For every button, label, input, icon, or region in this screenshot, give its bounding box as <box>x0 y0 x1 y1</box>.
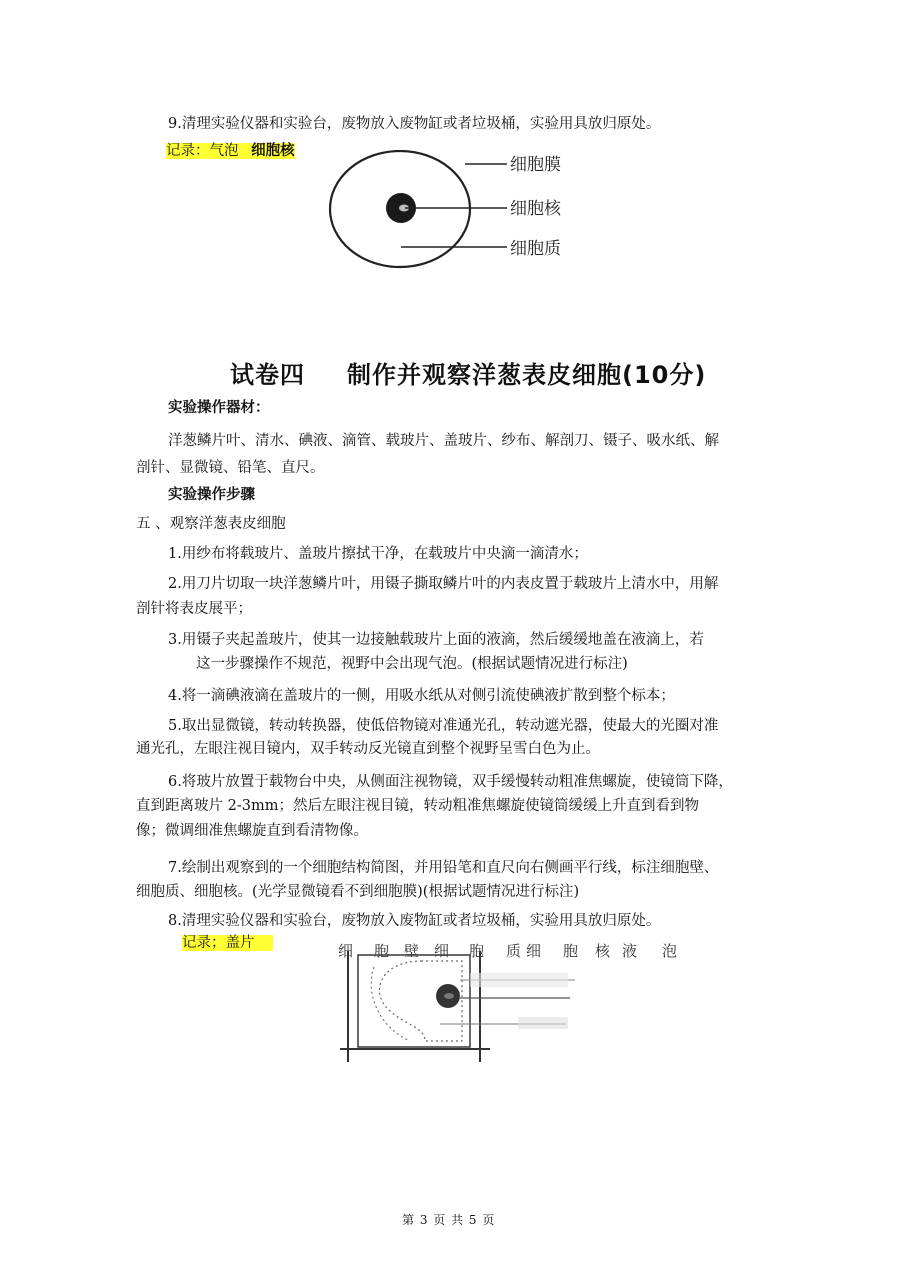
record-2-label: 记录；盖片 <box>182 935 273 951</box>
section-title-right: 制作并观察洋葱表皮细胞(10分) <box>347 361 707 389</box>
label-cytoplasm: 细胞质 <box>510 239 561 259</box>
record-2 <box>182 933 273 953</box>
label-char: 细 <box>526 942 542 960</box>
label-char: 质 <box>506 942 522 960</box>
label-char: 液 <box>622 942 638 960</box>
label-char: 胞 <box>469 942 485 960</box>
step-2-line-1: 2.用刀片切取一块洋葱鳞片叶，用镊子撕取鳞片叶的内表皮置于载玻片上清水中，用解 <box>168 576 719 592</box>
steps-heading: 实验操作步骤 <box>168 487 255 503</box>
step-5-line-1: 5.取出显微镜，转动转换器，使低倍物镜对准通光孔，转动遮光器，使最大的光圈对准 <box>168 718 719 734</box>
materials-line-2: 剖针、显微镜、铅笔、直尺。 <box>136 460 325 476</box>
materials-heading: 实验操作器材： <box>168 400 270 416</box>
step-4: 4.将一滴碘液滴在盖玻片的一侧，用吸水纸从对侧引流使碘液扩散到整个标本； <box>168 688 675 704</box>
step-6-line-1: 6.将玻片放置于载物台中央，从侧面注视物镜，双手缓慢转动粗准焦螺旋，使镜筒下降， <box>168 774 733 790</box>
animal-cell-diagram <box>325 150 595 275</box>
step-3-line-2: 这一步骤操作不规范，视野中会出现气泡。(根据试题情况进行标注) <box>196 656 628 672</box>
label-char: 胞 <box>563 942 579 960</box>
label-char: 泡 <box>662 942 678 960</box>
record-1-label: 记录：气泡 <box>166 143 239 159</box>
step-2-line-2: 剖针将表皮展平； <box>136 601 252 617</box>
step-7-line-1: 7.绘制出观察到的一个细胞结构简图，并用铅笔和直尺向右侧画平行线，标注细胞壁、 <box>168 860 719 876</box>
step-3-line-1: 3.用镊子夹起盖玻片，使其一边接触载玻片上面的液滴，然后缓缓地盖在液滴上，若 <box>168 632 704 648</box>
step-6-line-2: 直到距离玻片 2-3mm；然后左眼注视目镜，转动粗准焦螺旋使镜筒缓缓上升直到看到物 <box>136 798 699 814</box>
step-9-text: 9.清理实验仪器和实验台，废物放入废物缸或者垃圾桶，实验用具放归原处。 <box>168 116 661 132</box>
step-5-line-2: 通光孔，左眼注视目镜内，双手转动反光镜直到整个视野呈雪白色为止。 <box>136 741 600 757</box>
subheading: 五 、观察洋葱表皮细胞 <box>136 516 286 532</box>
faded-area-1 <box>470 973 568 987</box>
label-char: 细 <box>434 942 450 960</box>
cell-labels-row <box>338 942 677 960</box>
plant-nucleolus-shape <box>444 993 454 999</box>
step-6-line-3: 像；微调细准焦螺旋直到看清物像。 <box>136 823 368 839</box>
label-nucleus: 细胞核 <box>510 199 561 219</box>
label-char: 核 <box>595 942 611 960</box>
label-char: 壁 <box>404 942 420 960</box>
materials-line-1: 洋葱鳞片叶、清水、碘液、滴管、载玻片、盖玻片、纱布、解剖刀、镊子、吸水纸、解 <box>168 433 719 449</box>
cytoplasm-dots <box>371 967 410 1041</box>
step-8: 8.清理实验仪器和实验台，废物放入废物缸或者垃圾桶，实验用具放归原处。 <box>168 913 661 929</box>
plant-cell-diagram <box>330 937 690 1065</box>
page-number: 第 3 页 共 5 页 <box>402 1213 496 1227</box>
label-char: 胞 <box>374 942 390 960</box>
faded-area-2 <box>518 1017 568 1029</box>
label-char: 细 <box>338 942 354 960</box>
section-title-left: 试卷四 <box>230 361 305 389</box>
step-1: 1.用纱布将载玻片、盖玻片擦拭干净，在载玻片中央滴一滴清水； <box>168 546 588 562</box>
step-7-line-2: 细胞质、细胞核。(光学显微镜看不到细胞膜)(根据试题情况进行标注) <box>136 884 580 900</box>
section-title <box>230 355 706 390</box>
record-1 <box>166 141 295 161</box>
record-1-bold: 细胞核 <box>251 143 295 159</box>
label-membrane: 细胞膜 <box>510 155 561 175</box>
